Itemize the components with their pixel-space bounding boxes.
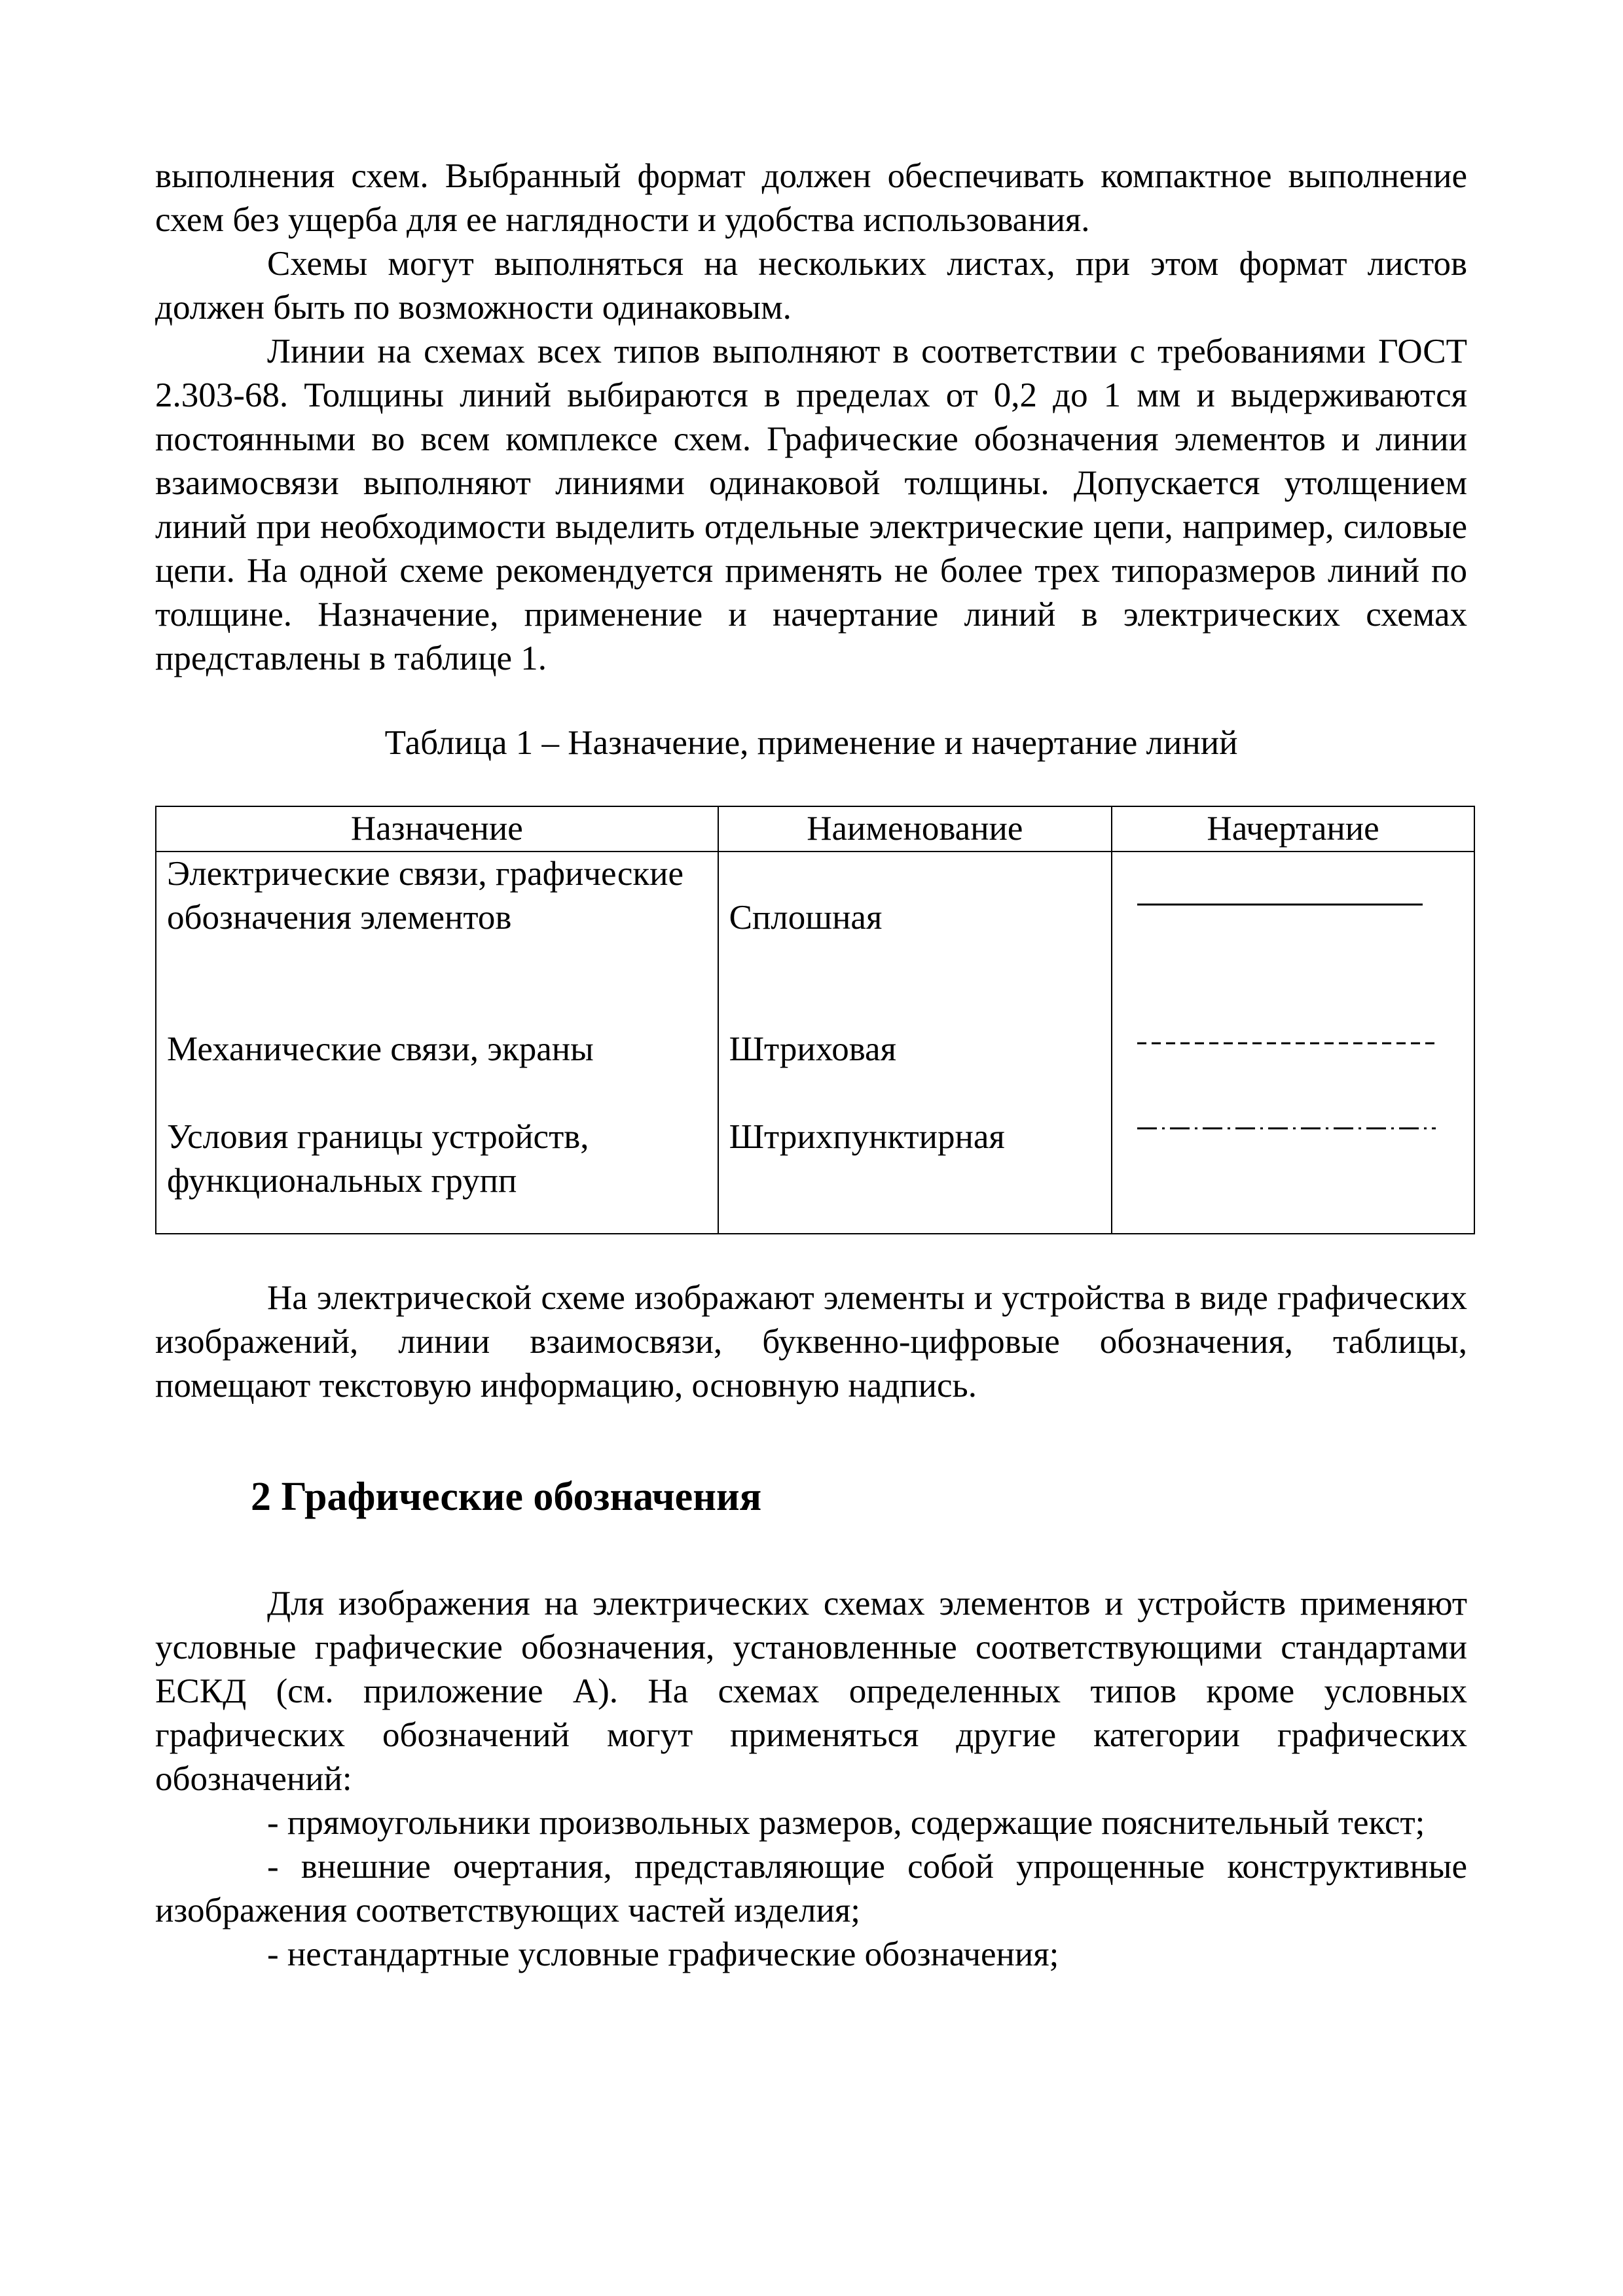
bullet-item: - нестандартные условные графические обозначения; bbox=[267, 1935, 1059, 1973]
row-purpose: Условия границы устройств, функциональных групп bbox=[156, 1115, 718, 1234]
table-header-row bbox=[156, 806, 1474, 852]
lines-table bbox=[155, 806, 1475, 1234]
intro-paragraph-2: Схемы могут выполняться на нескольких листах, при этом формат листов должен быть по возможности одинаковым. bbox=[155, 245, 1467, 327]
table-row bbox=[156, 1028, 1474, 1115]
section-heading: 2 Графические обозначения bbox=[251, 1475, 762, 1519]
solid-line-sample bbox=[1137, 898, 1425, 911]
row-name: Сплошная bbox=[718, 852, 1112, 1028]
bullet-item: - внешние очертания, представляющие собой упрощенные конструктивные изображения соответствующих частей изделия; bbox=[155, 1848, 1467, 1929]
dashed-line-sample bbox=[1137, 1037, 1438, 1050]
table-row bbox=[156, 1115, 1474, 1234]
header-purpose: Назначение bbox=[156, 806, 718, 852]
row-purpose: Электрические связи, графические обозначения элементов bbox=[156, 852, 718, 1028]
bullet-item: - прямоугольники произвольных размеров, содержащие пояснительный текст; bbox=[267, 1804, 1425, 1842]
header-style: Начертание bbox=[1112, 806, 1474, 852]
table-row bbox=[156, 852, 1474, 1028]
document-page bbox=[155, 154, 1467, 1977]
table-caption: Таблица 1 – Назначение, применение и начертание линий bbox=[384, 724, 1238, 762]
dash-dot-line-sample bbox=[1137, 1122, 1438, 1135]
row-name: Штриховая bbox=[718, 1028, 1112, 1115]
row-name: Штрихпунктирная bbox=[718, 1115, 1112, 1234]
after-table-paragraph: На электрической схеме изображают элементы и устройства в виде графических изображений, линии взаимосвязи, буквенно-цифровые обозначения, таблицы, помещают текстовую информацию, основную надпись. bbox=[155, 1279, 1467, 1405]
row-line-sample bbox=[1112, 852, 1474, 1028]
header-name: Наименование bbox=[718, 806, 1112, 852]
intro-paragraph-1: выполнения схем. Выбранный формат должен обеспечивать компактное выполнение схем без ущерба для ее наглядности и удобства использования. bbox=[155, 157, 1467, 239]
row-purpose: Механические связи, экраны bbox=[156, 1028, 718, 1115]
intro-paragraph-3: Линии на схемах всех типов выполняют в соответствии с требованиями ГОСТ 2.303-68. Толщины линий выбираются в пределах от 0,2 до 1 мм и выдерживаются постоянными во всем комплексе схем. Графические обозначения элементов и линии взаимосвязи выполняют линиями одинаковой толщины. Допускается утолщением линий при необходимости выделить отдельные электрические цепи, например, силовые цепи. На одной схеме рекомендуется применять не более трех типоразмеров линий по толщине. Назначение, применение и начертание линий в электрических схемах представлены в таблице 1. bbox=[155, 332, 1467, 677]
row-line-sample bbox=[1112, 1115, 1474, 1234]
section-paragraph: Для изображения на электрических схемах элементов и устройств применяют условные графические обозначения, установленные соответствующими стандартами ЕСКД (см. приложение А). На схемах определенных типов кроме условных графических обозначений могут применяться другие категории графических обозначений: bbox=[155, 1585, 1467, 1798]
row-line-sample bbox=[1112, 1028, 1474, 1115]
